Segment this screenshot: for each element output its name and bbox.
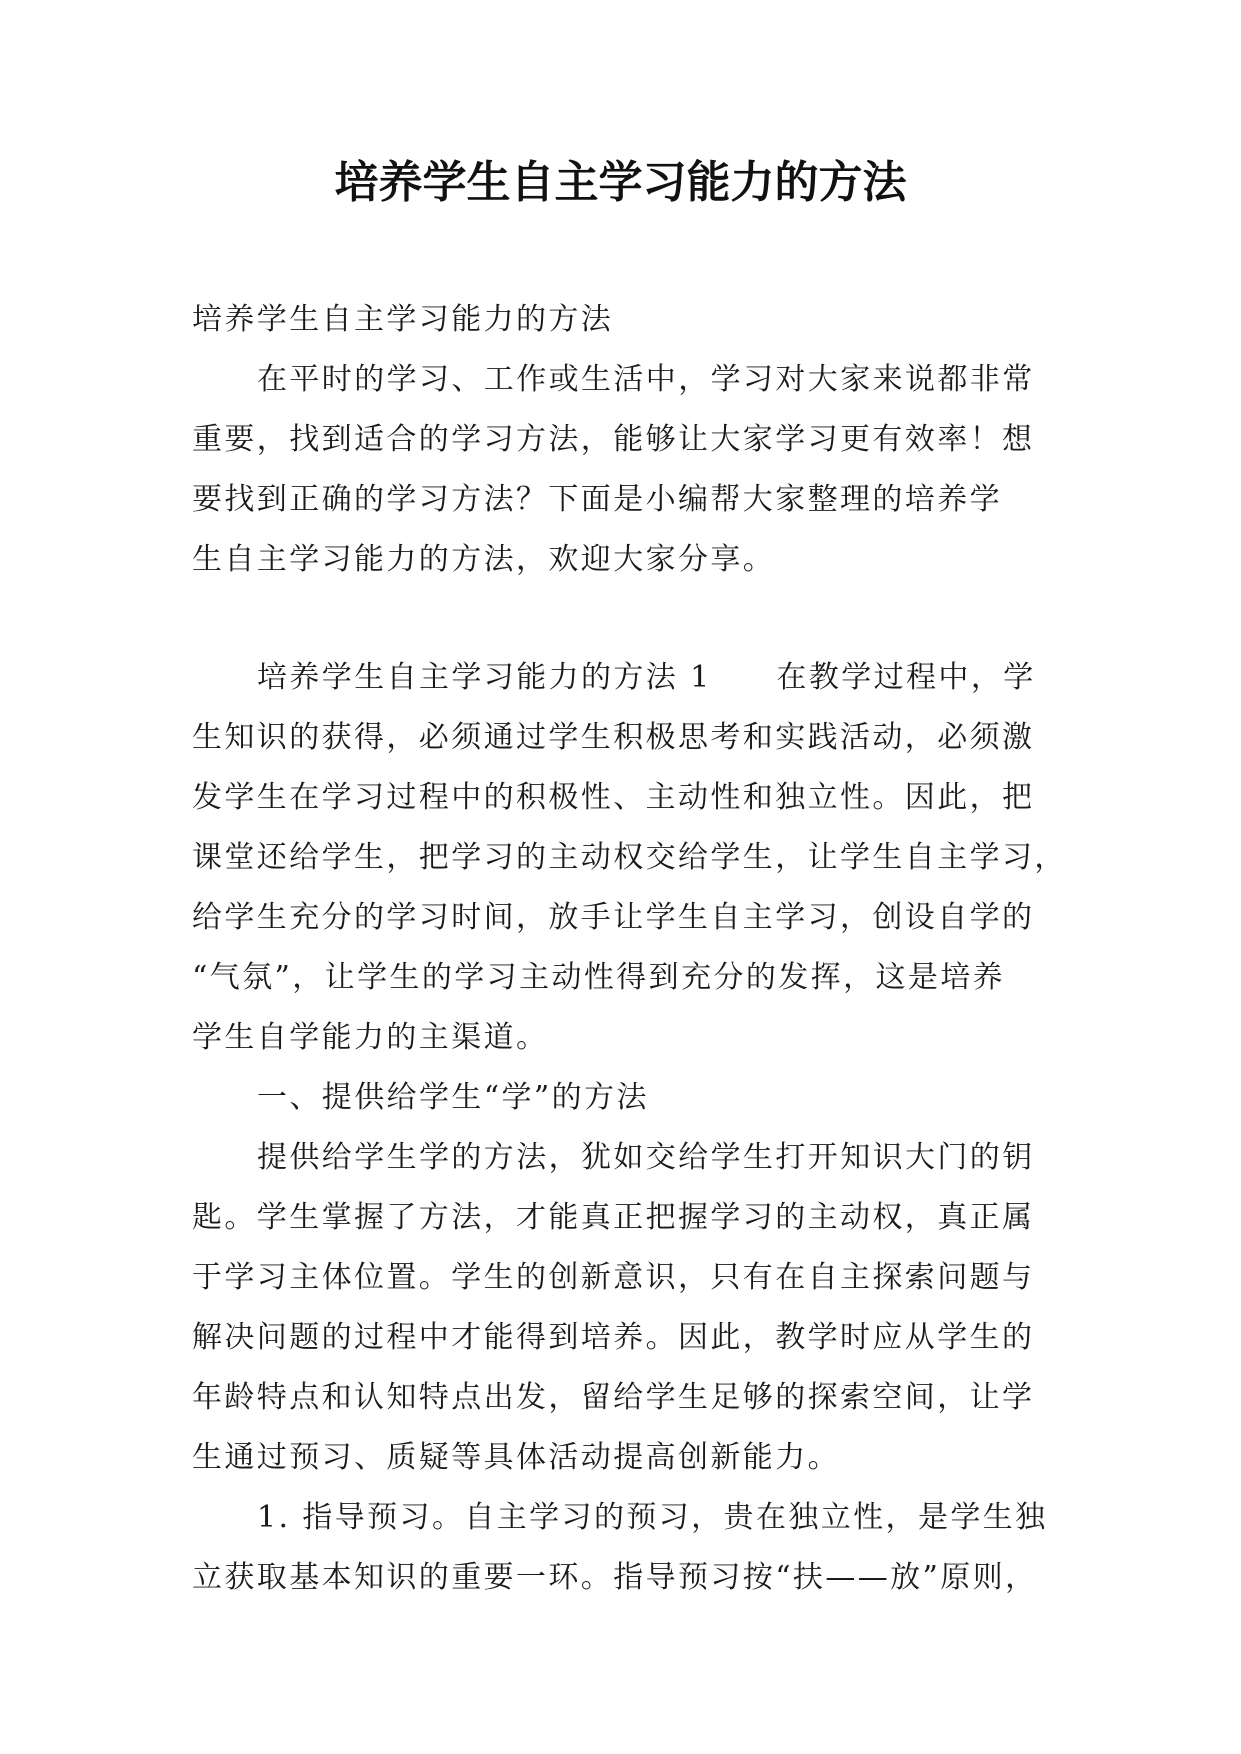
document-title: 培养学生自主学习能力的方法: [334, 157, 907, 208]
intro-line: 生自主学习能力的方法，欢迎大家分享。: [192, 542, 776, 577]
section1-line: 发学生在学习过程中的积极性、主动性和独立性。因此，把: [192, 780, 1035, 815]
section1-line: “气氛”，让学生的学习主动性得到充分的发挥，这是培养: [192, 960, 1006, 995]
paragraph-gap: [192, 590, 1056, 648]
section1-line: 学生自学能力的主渠道。: [192, 1020, 549, 1055]
section1-line: 给学生充分的学习时间，放手让学生自主学习，创设自学的: [192, 900, 1035, 935]
paragraph-line: 提供给学生学的方法，犹如交给学生打开知识大门的钥: [257, 1140, 1035, 1175]
list-item-line: 1. 指导预习。自主学习的预习，贵在独立性，是学生独: [257, 1500, 1048, 1535]
paragraph-line: 于学习主体位置。学生的创新意识，只有在自主探索问题与: [192, 1260, 1035, 1295]
paragraph-line: 匙。学生掌握了方法，才能真正把握学习的主动权，真正属: [192, 1200, 1035, 1235]
section1-line: 培养学生自主学习能力的方法 1 在教学过程中，学: [257, 660, 1036, 695]
list-item-line: 立获取基本知识的重要一环。指导预习按“扶——放”原则，: [192, 1560, 1038, 1595]
intro-line: 要找到正确的学习方法？下面是小编帮大家整理的培养学: [192, 482, 1002, 517]
section-heading: 一、提供给学生“学”的方法: [257, 1080, 649, 1115]
subtitle-line: 培养学生自主学习能力的方法: [192, 302, 614, 337]
paragraph-line: 生通过预习、质疑等具体活动提高创新能力。: [192, 1440, 840, 1475]
paragraph-line: 解决问题的过程中才能得到培养。因此，教学时应从学生的: [192, 1320, 1035, 1355]
section1-line: 生知识的获得，必须通过学生积极思考和实践活动，必须激: [192, 720, 1035, 755]
document-body: [192, 290, 1067, 1608]
intro-line: 在平时的学习、工作或生活中，学习对大家来说都非常: [257, 362, 1035, 397]
paragraph-line: 年龄特点和认知特点出发，留给学生足够的探索空间，让学: [192, 1380, 1035, 1415]
intro-line: 重要，找到适合的学习方法，能够让大家学习更有效率！想: [192, 422, 1035, 457]
section1-line: 课堂还给学生，把学习的主动权交给学生，让学生自主学习，: [192, 840, 1067, 875]
